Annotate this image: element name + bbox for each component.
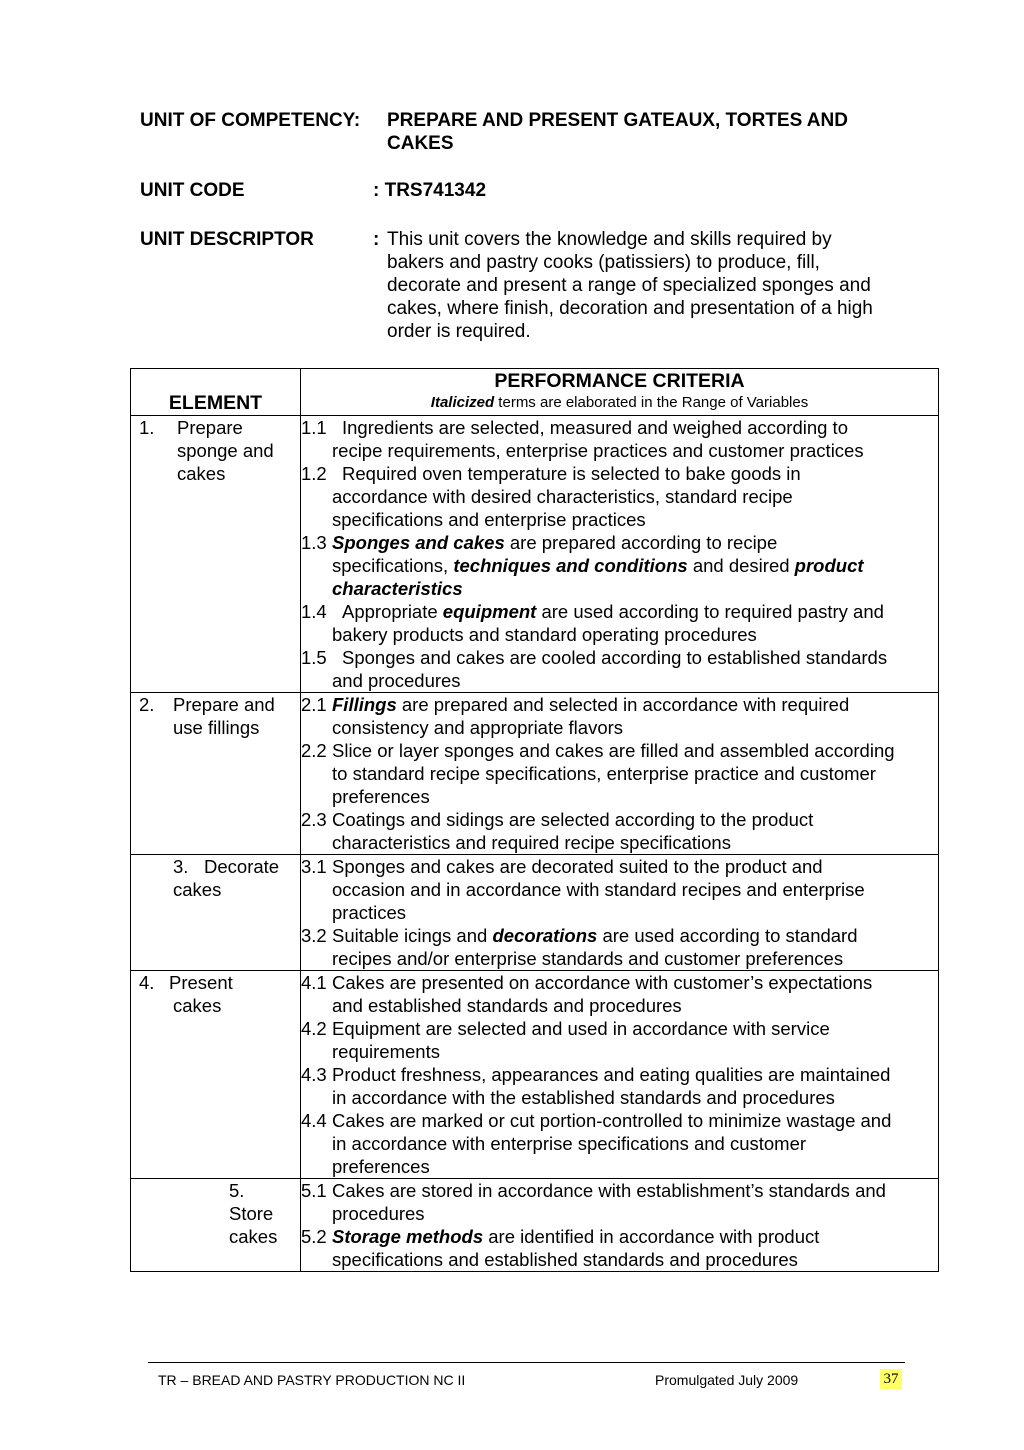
criterion-4-2 [301,1017,938,1040]
criterion-number: 2.1 [301,694,327,715]
criterion-3-2 [301,924,938,947]
element-number: 3. [173,856,189,877]
criterion-4-4 [301,1109,938,1132]
unit-descriptor-line: bakers and pastry cooks (patissiers) to produce, fill, [387,252,820,273]
criterion-text: and procedures [332,670,461,691]
criterion-text: Appropriate [342,601,443,622]
criterion-text: specifications, [332,555,454,576]
performance-criteria-table [130,368,939,1272]
criterion-text: Cakes are presented on accordance with customer’s expectations [332,972,873,993]
criterion-text: Cakes are stored in accordance with establishment’s standards and [332,1180,886,1201]
performance-criteria-header: PERFORMANCE CRITERIA [494,370,745,392]
criterion-number: 1.4 [301,601,327,622]
criterion-text: Ingredients are selected, measured and weighed according to [342,417,848,438]
unit-descriptor-label: UNIT DESCRIPTOR [140,229,314,250]
criteria-note-italic: Italicized [430,394,495,411]
criterion-text: Required oven temperature is selected to bake goods in [342,463,801,484]
criterion-2-2 [301,739,938,762]
criterion-5-2 [301,1225,938,1248]
range-term: decorations [492,925,598,946]
criterion-3-1 [301,855,938,878]
table-row [131,693,939,855]
criterion-1-5 [301,646,938,669]
unit-of-competency-label: UNIT OF COMPETENCY: [140,110,361,131]
criterion-5-1 [301,1179,938,1202]
range-term: techniques and conditions [453,555,688,576]
criteria-cell-1 [301,416,939,693]
table-row [131,1179,939,1272]
element-cell-4 [131,971,301,1179]
element-number: 2. [139,694,155,715]
range-term: equipment [442,601,537,622]
footer-title: TR – BREAD AND PASTRY PRODUCTION NC II [158,1372,466,1388]
criterion-4-1 [301,971,938,994]
criterion-text: Sponges and cakes are cooled according to established standards [342,647,888,668]
criterion-number: 3.2 [301,925,327,946]
unit-of-competency-value-line2: CAKES [387,133,454,154]
criterion-number: 4.3 [301,1064,327,1085]
criterion-text: procedures [332,1203,425,1224]
footer-divider [148,1362,905,1363]
criterion-text: specifications and enterprise practices [332,509,646,530]
criterion-text: preferences [332,786,430,807]
criterion-number: 1.3 [301,532,327,553]
criterion-text: are used according to standard [597,925,858,946]
unit-code-value: : TRS741342 [373,180,487,201]
range-term: Fillings [332,694,397,715]
criterion-text: characteristics and required recipe specifications [332,832,731,853]
element-line: Decorate [204,856,280,877]
criterion-text: bakery products and standard operating procedures [332,624,757,645]
unit-of-competency-value-line1: PREPARE AND PRESENT GATEAUX, TORTES AND [387,110,848,131]
unit-code-label: UNIT CODE [140,180,245,201]
criterion-1-1 [301,416,938,439]
criteria-cell-2 [301,693,939,855]
criterion-1-3 [301,531,938,554]
range-term: Storage methods [332,1226,484,1247]
criteria-note [301,393,938,413]
table-row [131,855,939,971]
criterion-text: recipes and/or enterprise standards and customer preferences [332,948,844,969]
criterion-number: 1.5 [301,647,327,668]
criterion-1-2 [301,462,938,485]
element-line: Prepare and [173,694,275,715]
criterion-text: recipe requirements, enterprise practices and customer practices [332,440,864,461]
criteria-note-rest: terms are elaborated in the Range of Variables [494,394,809,411]
criterion-2-1 [301,693,938,716]
unit-descriptor-line: cakes, where finish, decoration and presentation of a high [387,298,873,319]
unit-descriptor-line: This unit covers the knowledge and skills required by [387,229,832,250]
range-term: characteristics [332,578,463,599]
element-line: use fillings [173,717,260,738]
element-line: cakes [177,463,226,484]
criterion-text: are prepared according to recipe [504,532,778,553]
criterion-text: are used according to required pastry and [536,601,884,622]
element-cell-1 [131,416,301,693]
criterion-2-3 [301,808,938,831]
range-term: Sponges and cakes [332,532,505,553]
criterion-text: Product freshness, appearances and eating qualities are maintained [332,1064,891,1085]
page-number: 37 [880,1369,902,1389]
criterion-text: and established standards and procedures [332,995,682,1016]
criterion-number: 1.1 [301,417,327,438]
element-line: sponge and [177,440,274,461]
criterion-number: 5.2 [301,1226,327,1247]
criterion-number: 2.3 [301,809,327,830]
criterion-number: 1.2 [301,463,327,484]
criterion-text: are prepared and selected in accordance with required [396,694,850,715]
element-line: cakes [173,879,222,900]
criterion-text: occasion and in accordance with standard recipes and enterprise [332,879,865,900]
criterion-text: practices [332,902,407,923]
criterion-number: 4.2 [301,1018,327,1039]
range-term: product [794,555,864,576]
table-row [131,971,939,1179]
criterion-number: 5.1 [301,1180,327,1201]
criterion-text: Equipment are selected and used in accordance with service [332,1018,830,1039]
criterion-text: to standard recipe specifications, enterprise practice and customer [332,763,876,784]
criterion-number: 2.2 [301,740,327,761]
criterion-number: 3.1 [301,856,327,877]
criterion-text: in accordance with the established standards and procedures [332,1087,835,1108]
criterion-number: 4.4 [301,1110,327,1131]
criteria-header-cell [301,369,939,416]
criterion-text: are identified in accordance with product [483,1226,820,1247]
criterion-text: and desired [687,555,795,576]
criterion-text: in accordance with enterprise specifications and customer [332,1133,807,1154]
criterion-text: Suitable icings and [332,925,493,946]
unit-descriptor-line: order is required. [387,321,531,342]
unit-descriptor-line: decorate and present a range of specialized sponges and [387,275,871,296]
criterion-text: Coatings and sidings are selected according to the product [332,809,814,830]
criterion-text: consistency and appropriate flavors [332,717,624,738]
criterion-text: Slice or layer sponges and cakes are filled and assembled according [332,740,895,761]
element-cell-5 [131,1179,301,1272]
criterion-text: Sponges and cakes are decorated suited to the product and [332,856,823,877]
criteria-cell-4 [301,971,939,1179]
criterion-text: accordance with desired characteristics, standard recipe [332,486,793,507]
criteria-cell-5 [301,1179,939,1272]
element-line: cakes [229,1226,278,1247]
criterion-number: 4.1 [301,972,327,993]
element-line: cakes [173,995,222,1016]
criteria-cell-3 [301,855,939,971]
element-number: 5. [229,1180,245,1201]
element-number: 4. [139,972,155,993]
footer-promulgated: Promulgated July 2009 [655,1372,799,1388]
criterion-text: requirements [332,1041,440,1062]
unit-descriptor-colon: : [373,229,380,250]
criterion-text: specifications and established standards and procedures [332,1249,798,1270]
criterion-text: Cakes are marked or cut portion-controlled to minimize wastage and [332,1110,892,1131]
element-line: Store [229,1203,274,1224]
table-row [131,416,939,693]
criterion-text: preferences [332,1156,430,1177]
element-cell-3 [131,855,301,971]
element-header: ELEMENT [131,369,301,416]
element-cell-2 [131,693,301,855]
element-number: 1. [139,417,155,438]
element-line: Prepare [177,417,243,438]
criterion-4-3 [301,1063,938,1086]
element-line: Present [169,972,233,993]
table-header-row [131,369,939,416]
criterion-1-4 [301,600,938,623]
